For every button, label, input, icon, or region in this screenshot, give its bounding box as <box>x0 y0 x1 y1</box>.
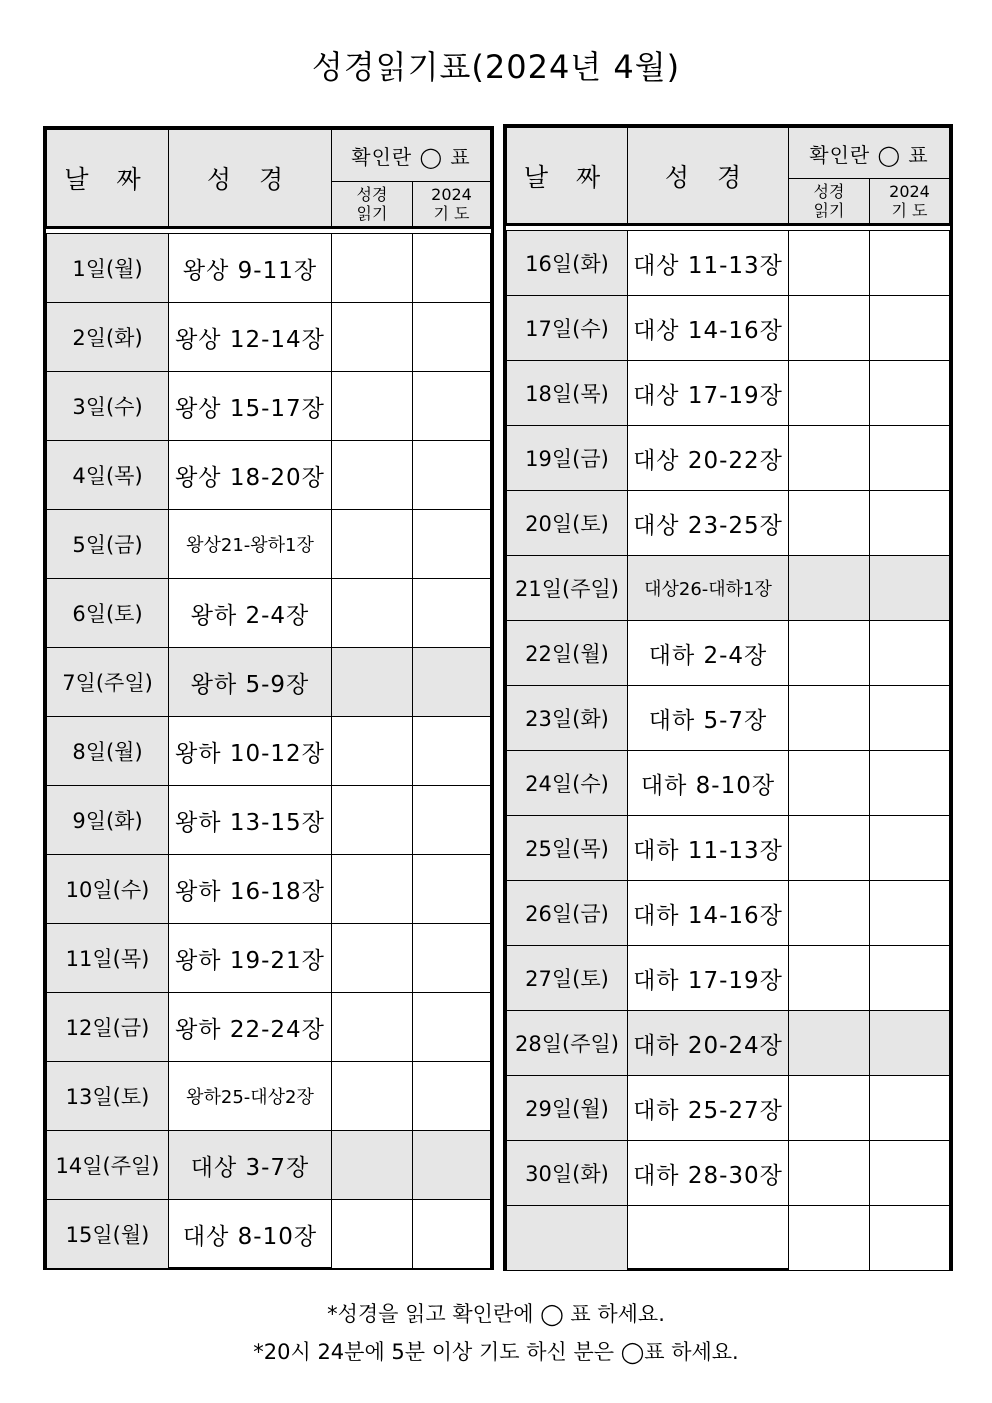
left-reading-table <box>43 126 494 1270</box>
chapter-cell: 대상 14-16장 <box>628 296 789 361</box>
prayer-check-box[interactable] <box>870 621 950 686</box>
prayer-check-box[interactable] <box>413 1062 491 1131</box>
table-row <box>507 1141 950 1206</box>
table-row <box>47 510 491 579</box>
date-cell: 27일(토) <box>507 946 628 1011</box>
table-row <box>47 441 491 510</box>
date-cell: 12일(금) <box>47 993 169 1062</box>
chapter-cell: 왕상 15-17장 <box>169 372 332 441</box>
prayer-check-box[interactable] <box>870 816 950 881</box>
table-row <box>47 993 491 1062</box>
table-row <box>507 1206 950 1271</box>
date-cell: 28일(주일) <box>507 1011 628 1076</box>
prayer-check-box[interactable] <box>413 510 491 579</box>
prayer-check-box[interactable] <box>413 303 491 372</box>
reading-check-box[interactable] <box>332 1131 413 1200</box>
reading-check-box[interactable] <box>332 1200 413 1269</box>
prayer-check-box[interactable] <box>413 579 491 648</box>
chapter-cell <box>628 1206 789 1271</box>
reading-check-box[interactable] <box>332 786 413 855</box>
reading-header: 성경 읽기 <box>332 182 413 228</box>
chapter-cell: 왕하 19-21장 <box>169 924 332 993</box>
chapter-cell: 왕하 10-12장 <box>169 717 332 786</box>
date-cell: 21일(주일) <box>507 556 628 621</box>
date-cell: 8일(월) <box>47 717 169 786</box>
page-title: 성경읽기표(2024년 4월) <box>311 48 681 86</box>
reading-check-box[interactable] <box>789 426 870 491</box>
date-cell: 9일(화) <box>47 786 169 855</box>
prayer-check-box[interactable] <box>870 1011 950 1076</box>
chapter-cell: 대상 11-13장 <box>628 231 789 296</box>
prayer-check-box[interactable] <box>870 361 950 426</box>
reading-check-box[interactable] <box>789 1206 870 1271</box>
table-row <box>47 717 491 786</box>
chapter-cell: 대상26-대하1장 <box>628 556 789 621</box>
table-row <box>47 234 491 303</box>
chapter-cell: 왕하 2-4장 <box>169 579 332 648</box>
reading-check-box[interactable] <box>332 993 413 1062</box>
chapter-cell: 대상 20-22장 <box>628 426 789 491</box>
date-cell: 13일(토) <box>47 1062 169 1131</box>
chapter-cell: 대하 5-7장 <box>628 686 789 751</box>
table-row <box>47 579 491 648</box>
reading-check-box[interactable] <box>789 621 870 686</box>
chapter-cell: 왕상 9-11장 <box>169 234 332 303</box>
chapter-cell: 대상 23-25장 <box>628 491 789 556</box>
instruction-note-1: *성경을 읽고 확인란에 ◯ 표 하세요. <box>327 1302 665 1326</box>
prayer-check-box[interactable] <box>413 234 491 303</box>
table-row <box>507 1076 950 1141</box>
reading-check-box[interactable] <box>789 881 870 946</box>
reading-check-box[interactable] <box>789 296 870 361</box>
prayer-check-box[interactable] <box>413 372 491 441</box>
date-cell: 11일(목) <box>47 924 169 993</box>
date-cell: 24일(수) <box>507 751 628 816</box>
reading-check-box[interactable] <box>332 855 413 924</box>
reading-check-box[interactable] <box>789 1011 870 1076</box>
reading-check-box[interactable] <box>332 303 413 372</box>
date-cell: 30일(화) <box>507 1141 628 1206</box>
table-row <box>47 372 491 441</box>
date-cell: 1일(월) <box>47 234 169 303</box>
right-reading-table <box>503 124 953 1271</box>
date-cell: 6일(토) <box>47 579 169 648</box>
chapter-cell: 왕상 18-20장 <box>169 441 332 510</box>
chapter-cell: 대상 17-19장 <box>628 361 789 426</box>
prayer-header: 2024 기 도 <box>413 182 491 228</box>
reading-check-box[interactable] <box>789 556 870 621</box>
reading-check-box[interactable] <box>332 441 413 510</box>
reading-check-box[interactable] <box>789 491 870 556</box>
bible-header: 성 경 <box>169 130 332 228</box>
date-cell: 25일(목) <box>507 816 628 881</box>
table-row <box>47 1131 491 1200</box>
date-cell: 5일(금) <box>47 510 169 579</box>
prayer-header: 2024 기 도 <box>870 179 950 225</box>
table-row <box>507 1011 950 1076</box>
date-cell: 18일(목) <box>507 361 628 426</box>
table-row <box>507 231 950 296</box>
table-row <box>47 1200 491 1269</box>
table-row <box>507 816 950 881</box>
table-row <box>47 786 491 855</box>
date-cell: 4일(목) <box>47 441 169 510</box>
prayer-check-box[interactable] <box>870 881 950 946</box>
date-header: 날 짜 <box>507 128 628 225</box>
prayer-check-box[interactable] <box>870 296 950 361</box>
bible-header: 성 경 <box>628 128 789 225</box>
prayer-check-box[interactable] <box>870 231 950 296</box>
date-header: 날 짜 <box>47 130 169 228</box>
date-cell: 22일(월) <box>507 621 628 686</box>
instruction-note-2: *20시 24분에 5분 이상 기도 하신 분은 ◯표 하세요. <box>253 1340 739 1364</box>
chapter-cell: 대하 20-24장 <box>628 1011 789 1076</box>
prayer-check-box[interactable] <box>413 1131 491 1200</box>
prayer-check-box[interactable] <box>413 855 491 924</box>
reading-check-box[interactable] <box>789 361 870 426</box>
date-cell: 26일(금) <box>507 881 628 946</box>
reading-check-box[interactable] <box>332 579 413 648</box>
reading-check-box[interactable] <box>332 648 413 717</box>
table-row <box>507 491 950 556</box>
date-cell: 7일(주일) <box>47 648 169 717</box>
date-cell: 17일(수) <box>507 296 628 361</box>
reading-check-box[interactable] <box>332 717 413 786</box>
reading-check-box[interactable] <box>332 1062 413 1131</box>
chapter-cell: 왕하 13-15장 <box>169 786 332 855</box>
reading-header: 성경 읽기 <box>789 179 870 225</box>
date-cell: 29일(월) <box>507 1076 628 1141</box>
prayer-check-box[interactable] <box>870 686 950 751</box>
prayer-check-box[interactable] <box>870 556 950 621</box>
prayer-check-box[interactable] <box>870 1076 950 1141</box>
chapter-cell: 대하 25-27장 <box>628 1076 789 1141</box>
date-cell <box>507 1206 628 1271</box>
reading-check-box[interactable] <box>789 1141 870 1206</box>
prayer-check-box[interactable] <box>413 441 491 510</box>
reading-check-box[interactable] <box>789 816 870 881</box>
reading-check-box[interactable] <box>332 924 413 993</box>
chapter-cell: 대하 2-4장 <box>628 621 789 686</box>
chapter-cell: 왕하 5-9장 <box>169 648 332 717</box>
reading-check-box[interactable] <box>789 751 870 816</box>
prayer-check-box[interactable] <box>413 993 491 1062</box>
prayer-check-box[interactable] <box>413 924 491 993</box>
chapter-cell: 왕상 12-14장 <box>169 303 332 372</box>
prayer-check-box[interactable] <box>870 426 950 491</box>
prayer-check-box[interactable] <box>870 751 950 816</box>
prayer-check-box[interactable] <box>870 1141 950 1206</box>
chapter-cell: 대하 11-13장 <box>628 816 789 881</box>
chapter-cell: 대상 8-10장 <box>169 1200 332 1269</box>
chapter-cell: 왕하 16-18장 <box>169 855 332 924</box>
prayer-check-box[interactable] <box>413 1200 491 1269</box>
prayer-check-box[interactable] <box>870 1206 950 1271</box>
table-row <box>47 648 491 717</box>
table-row <box>507 946 950 1011</box>
chapter-cell: 대하 28-30장 <box>628 1141 789 1206</box>
table-row <box>507 556 950 621</box>
table-row <box>507 426 950 491</box>
check-header: 확인란 ◯ 표 <box>332 130 491 182</box>
reading-check-box[interactable] <box>789 231 870 296</box>
reading-check-box[interactable] <box>332 372 413 441</box>
chapter-cell: 대상 3-7장 <box>169 1131 332 1200</box>
date-cell: 14일(주일) <box>47 1131 169 1200</box>
date-cell: 10일(수) <box>47 855 169 924</box>
table-row <box>47 855 491 924</box>
table-row <box>507 881 950 946</box>
date-cell: 16일(화) <box>507 231 628 296</box>
table-row <box>47 1062 491 1131</box>
date-cell: 23일(화) <box>507 686 628 751</box>
table-row <box>507 361 950 426</box>
chapter-cell: 왕하25-대상2장 <box>169 1062 332 1131</box>
reading-check-box[interactable] <box>332 510 413 579</box>
prayer-check-box[interactable] <box>413 786 491 855</box>
reading-check-box[interactable] <box>789 946 870 1011</box>
date-cell: 3일(수) <box>47 372 169 441</box>
chapter-cell: 왕상21-왕하1장 <box>169 510 332 579</box>
date-cell: 2일(화) <box>47 303 169 372</box>
chapter-cell: 대하 17-19장 <box>628 946 789 1011</box>
table-row <box>47 303 491 372</box>
reading-check-box[interactable] <box>332 234 413 303</box>
chapter-cell: 대하 14-16장 <box>628 881 789 946</box>
prayer-check-box[interactable] <box>413 717 491 786</box>
table-row <box>507 296 950 361</box>
prayer-check-box[interactable] <box>870 491 950 556</box>
date-cell: 15일(월) <box>47 1200 169 1269</box>
reading-check-box[interactable] <box>789 686 870 751</box>
prayer-check-box[interactable] <box>870 946 950 1011</box>
reading-check-box[interactable] <box>789 1076 870 1141</box>
table-row <box>507 621 950 686</box>
date-cell: 20일(토) <box>507 491 628 556</box>
check-header: 확인란 ◯ 표 <box>789 128 950 179</box>
chapter-cell: 왕하 22-24장 <box>169 993 332 1062</box>
date-cell: 19일(금) <box>507 426 628 491</box>
chapter-cell: 대하 8-10장 <box>628 751 789 816</box>
table-row <box>507 686 950 751</box>
prayer-check-box[interactable] <box>413 648 491 717</box>
table-row <box>507 751 950 816</box>
table-row <box>47 924 491 993</box>
